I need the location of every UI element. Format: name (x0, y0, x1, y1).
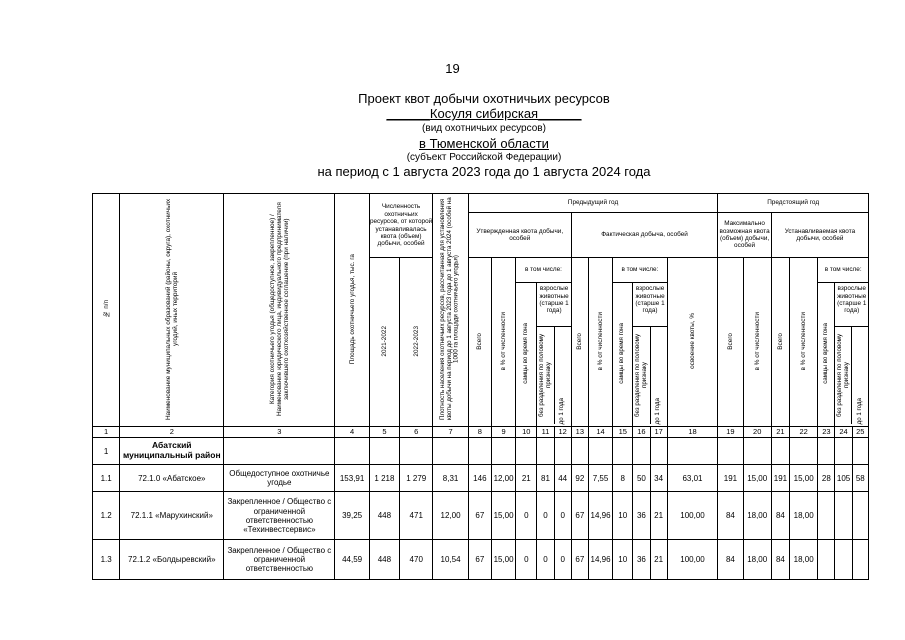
row-value: 0 (537, 540, 554, 580)
row-value: 14,96 (588, 540, 612, 580)
row-value: 18,00 (743, 540, 771, 580)
header-pct-20: в % от численности (743, 258, 771, 427)
row-value: 36 (633, 492, 650, 540)
header-pct-14: в % от численности (588, 258, 612, 427)
header-upcoming-year: Предстоящий год (718, 194, 869, 213)
row-value: 470 (400, 540, 433, 580)
header-population: Численность охотничьих ресурсов, от которой устанавливалась квота (объем) добычи, особей (369, 194, 433, 258)
header-total-19: Всего (718, 258, 743, 427)
row-value: 18,00 (743, 492, 771, 540)
column-number: 20 (743, 427, 771, 438)
row-name: 72.1.2 «Болдыревский» (120, 540, 224, 580)
row-value: 18,00 (790, 492, 818, 540)
row-value: 84 (718, 540, 743, 580)
row-value: 12,00 (433, 492, 468, 540)
column-number: 16 (633, 427, 650, 438)
district-row (93, 438, 869, 465)
column-number: 22 (790, 427, 818, 438)
row-value: 8,31 (433, 465, 468, 492)
species-prefix: ______ (386, 106, 430, 121)
header-pct-9: в % от численности (491, 258, 515, 427)
header-pct-22: в % от численности (790, 258, 818, 427)
row-value: 0 (554, 540, 571, 580)
row-value (852, 540, 868, 580)
row-value: 34 (650, 465, 667, 492)
row-value: 10,54 (433, 540, 468, 580)
row-value: 28 (818, 465, 835, 492)
document-title: Проект квот добычи охотничьих ресурсов (358, 91, 610, 106)
header-num: № п/п (93, 194, 120, 427)
column-number: 10 (516, 427, 537, 438)
row-value (818, 492, 835, 540)
row-value: 0 (554, 492, 571, 540)
header-category: Категория охотничьего угодья (общедоступное, закрепленное) / Наименование юридического лица, индивидуального предпринимателя заключившего охотхозяйственное соглашение (при наличии) (224, 194, 335, 427)
row-value: 12,00 (491, 465, 515, 492)
header-actual-harvest: Фактическая добыча, особей (571, 213, 718, 258)
header-including-prev: в том числе: (516, 258, 572, 283)
row-value: 471 (400, 492, 433, 540)
row-num: 1.1 (93, 465, 120, 492)
header-including-actual: в том числе: (613, 258, 668, 283)
row-value: 1 279 (400, 465, 433, 492)
row-value (835, 492, 852, 540)
row-name: 72.1.0 «Абатское» (120, 465, 224, 492)
header-adults-set: взрослые животные (старше 1 года) без разделения по половому признаку до 1 года (835, 283, 869, 427)
header-previous-year: Предыдущий год (468, 194, 718, 213)
species-suffix: ______ (538, 106, 582, 121)
header-males-15: самцы во время гона (613, 283, 633, 427)
period-line: на период с 1 августа 2023 года до 1 августа 2024 года (317, 164, 651, 179)
column-number: 6 (400, 427, 433, 438)
header-adults-actual: взрослые животные (старше 1 года) без разделения по половому признаку до 1 года (633, 283, 667, 427)
column-number: 14 (588, 427, 612, 438)
row-value: 67 (571, 492, 588, 540)
row-value: 7,55 (588, 465, 612, 492)
row-value: 105 (835, 465, 852, 492)
column-number: 23 (818, 427, 835, 438)
row-value (835, 540, 852, 580)
column-number: 13 (571, 427, 588, 438)
header-max-quota: Максимально возможная квота (объем) добычи, особей (718, 213, 772, 258)
column-number: 2 (120, 427, 224, 438)
row-value: 84 (771, 492, 789, 540)
row-value: 36 (633, 540, 650, 580)
row-value: 191 (718, 465, 743, 492)
row-value: 0 (516, 492, 537, 540)
district-num: 1 (93, 438, 120, 465)
column-number: 24 (835, 427, 852, 438)
row-value: 81 (537, 465, 554, 492)
table-row (93, 492, 869, 540)
header-total-21: Всего (771, 258, 789, 427)
table-row (93, 465, 869, 492)
column-number: 12 (554, 427, 571, 438)
column-number: 8 (468, 427, 491, 438)
header-including-set: в том числе: (818, 258, 869, 283)
row-category: Общедоступное охотничье угодье (224, 465, 335, 492)
column-number: 15 (613, 427, 633, 438)
row-category: Закрепленное / Общество с ограниченной ответственностью «Техинвестсервис» (224, 492, 335, 540)
row-value: 67 (468, 492, 491, 540)
header-set-quota: Устанавливаемая квота добычи, особей (771, 213, 868, 258)
row-value: 15,00 (491, 540, 515, 580)
column-number-row (93, 427, 869, 438)
region-note: (субъект Российской Федерации) (406, 152, 562, 163)
row-value: 84 (771, 540, 789, 580)
row-value: 15,00 (790, 465, 818, 492)
column-number: 11 (537, 427, 554, 438)
species-name: Косуля сибирская (429, 106, 539, 121)
row-value: 448 (369, 492, 399, 540)
row-value: 191 (771, 465, 789, 492)
page-number: 19 (445, 61, 460, 76)
header-adults-prev: взрослые животные (старше 1 года) без разделения по половому признаку до 1 года (537, 283, 571, 427)
column-number: 7 (433, 427, 468, 438)
row-value: 0 (537, 492, 554, 540)
header-total-13: Всего (571, 258, 588, 427)
header-name: Наименование муниципальных образований (районы, округа), охотничьих угодий, иных территорий (120, 194, 224, 427)
quota-table (92, 193, 869, 580)
header-density: Плотность населения охотничьих ресурсов, рассчитанная для установления квоты добычи на период до 1 августа 2023 года до 1 августа 2024 (особей на 1000 га площади охотничьего угодья) (433, 194, 468, 427)
header-pop-2021: 2021-2022 (369, 258, 399, 427)
row-value: 10 (613, 492, 633, 540)
row-value: 58 (852, 465, 868, 492)
row-value: 92 (571, 465, 588, 492)
row-value: 14,96 (588, 492, 612, 540)
row-value: 18,00 (790, 540, 818, 580)
data-rows (93, 465, 869, 580)
region-name: в Тюменской области (419, 136, 549, 151)
row-value (818, 540, 835, 580)
column-number: 5 (369, 427, 399, 438)
column-number: 19 (718, 427, 743, 438)
table-row (93, 540, 869, 580)
row-value: 153,91 (335, 465, 369, 492)
column-number: 21 (771, 427, 789, 438)
header-males-23: самцы во время гона (818, 283, 835, 427)
column-number: 1 (93, 427, 120, 438)
header-pop-2022: 2022-2023 (400, 258, 433, 427)
row-value: 8 (613, 465, 633, 492)
row-value: 100,00 (667, 492, 718, 540)
row-value (852, 492, 868, 540)
row-value: 15,00 (743, 465, 771, 492)
species-line (0, 106, 905, 121)
row-value: 1 218 (369, 465, 399, 492)
column-number: 3 (224, 427, 335, 438)
row-category: Закрепленное / Общество с ограниченной ответственностью (224, 540, 335, 580)
row-value: 10 (613, 540, 633, 580)
column-number: 17 (650, 427, 667, 438)
row-name: 72.1.1 «Марухинский» (120, 492, 224, 540)
header-area: Площадь охотничьего угодья, тыс. га (335, 194, 369, 427)
row-value: 0 (516, 540, 537, 580)
column-number: 25 (852, 427, 868, 438)
row-value: 44,59 (335, 540, 369, 580)
row-num: 1.2 (93, 492, 120, 540)
district-name: Абатский муниципальный район (120, 438, 224, 465)
row-value: 67 (571, 540, 588, 580)
row-value: 21 (650, 492, 667, 540)
row-value: 63,01 (667, 465, 718, 492)
row-value: 67 (468, 540, 491, 580)
row-value: 448 (369, 540, 399, 580)
species-note: (вид охотничьих ресурсов) (422, 123, 546, 134)
header-approved-quota: Утвержденная квота добычи, особей (468, 213, 571, 258)
header-males-10: самцы во время гона (516, 283, 537, 427)
row-value: 21 (516, 465, 537, 492)
header-total-8: Всего (468, 258, 491, 427)
row-value: 100,00 (667, 540, 718, 580)
row-value: 146 (468, 465, 491, 492)
row-value: 21 (650, 540, 667, 580)
row-value: 50 (633, 465, 650, 492)
header-quota-use: освоение квоты, % (667, 258, 718, 427)
row-value: 84 (718, 492, 743, 540)
column-number: 18 (667, 427, 718, 438)
row-value: 15,00 (491, 492, 515, 540)
region-line (0, 136, 905, 151)
row-value: 39,25 (335, 492, 369, 540)
column-number: 4 (335, 427, 369, 438)
column-number: 9 (491, 427, 515, 438)
row-value: 44 (554, 465, 571, 492)
row-num: 1.3 (93, 540, 120, 580)
